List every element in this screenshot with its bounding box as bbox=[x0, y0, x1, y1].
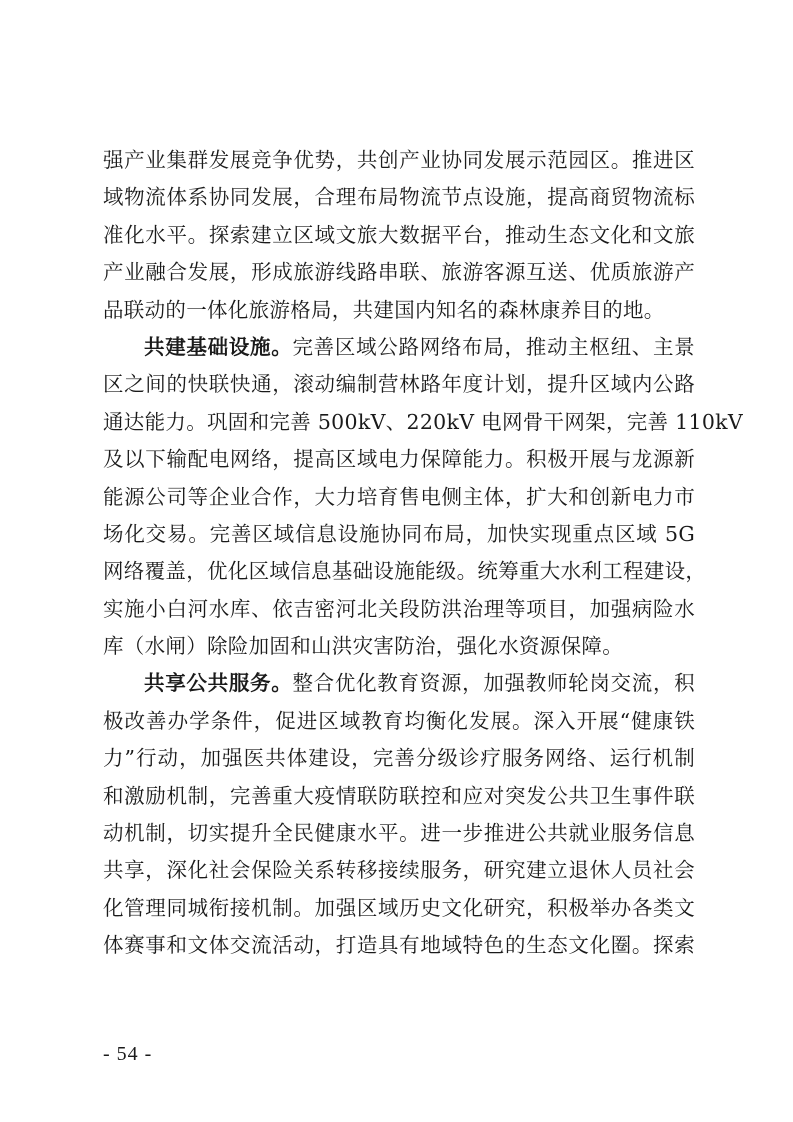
text-line: 域物流体系协同发展，合理布局物流节点设施，提高商贸物流标 bbox=[103, 185, 695, 210]
text-line: 网络覆盖，优化区域信息基础设施能级。统筹重大水利工程建设， bbox=[103, 559, 707, 584]
text-line: 动机制，切实提升全民健康水平。进一步推进公共就业服务信息 bbox=[103, 821, 695, 846]
text-line: 准化水平。探索建立区域文旅大数据平台，推动生态文化和文旅 bbox=[103, 222, 695, 247]
text-segment: 整合优化教育资源，加强教师轮岗交流，积 bbox=[292, 671, 695, 696]
text-line: 共享，深化社会保险关系转移接续服务，研究建立退休人员社会 bbox=[103, 858, 695, 883]
text-line: 和激励机制，完善重大疫情联防联控和应对突发公共卫生事件联 bbox=[103, 783, 695, 808]
text-line: 强产业集群发展竞争优势，共创产业协同发展示范园区。推进区 bbox=[103, 148, 695, 172]
text-line: 品联动的一体化旅游格局，共建国内知名的森林康养目的地。 bbox=[103, 297, 665, 322]
text-line: 体赛事和文体交流活动，打造具有地域特色的生态文化圈。探索 bbox=[103, 933, 695, 958]
paragraph-heading: 共享公共服务。 bbox=[144, 671, 293, 696]
text-line: 实施小白河水库、依吉密河北关段防洪治理等项目，加强病险水 bbox=[103, 596, 695, 621]
text-line: 场化交易。完善区域信息设施协同布局，加快实现重点区域 5G bbox=[103, 521, 695, 546]
text-line: 通达能力。巩固和完善 500kV、220kV 电网骨干网架，完善 110kV bbox=[103, 409, 744, 434]
text-line: 库（水闸）除险加固和山洪灾害防治，强化水资源保障。 bbox=[103, 634, 623, 659]
text-line: 区之间的快联快通，滚动编制营林路年度计划，提升区域内公路 bbox=[103, 372, 695, 397]
paragraph-first-line bbox=[103, 329, 695, 366]
text-line: 化管理同城衔接机制。加强区域历史文化研究，积极举办各类文 bbox=[103, 895, 695, 920]
text-line: 及以下输配电网络，提高区域电力保障能力。积极开展与龙源新 bbox=[103, 447, 695, 472]
body-text bbox=[103, 142, 744, 965]
text-segment: 完善区域公路网络布局，推动主枢纽、主景 bbox=[292, 334, 695, 359]
text-line: 力”行动，加强医共体建设，完善分级诊疗服务网络、运行机制 bbox=[103, 746, 695, 771]
paragraph-first-line bbox=[103, 665, 695, 702]
text-line: 极改善办学条件，促进区域教育均衡化发展。深入开展“健康铁 bbox=[103, 708, 695, 733]
paragraph-heading: 共建基础设施。 bbox=[144, 334, 293, 359]
text-line: 能源公司等企业合作，大力培育售电侧主体，扩大和创新电力市 bbox=[103, 484, 695, 509]
page-number: - 54 - bbox=[103, 1043, 153, 1065]
text-line: 产业融合发展，形成旅游线路串联、旅游客源互送、优质旅游产 bbox=[103, 260, 695, 285]
